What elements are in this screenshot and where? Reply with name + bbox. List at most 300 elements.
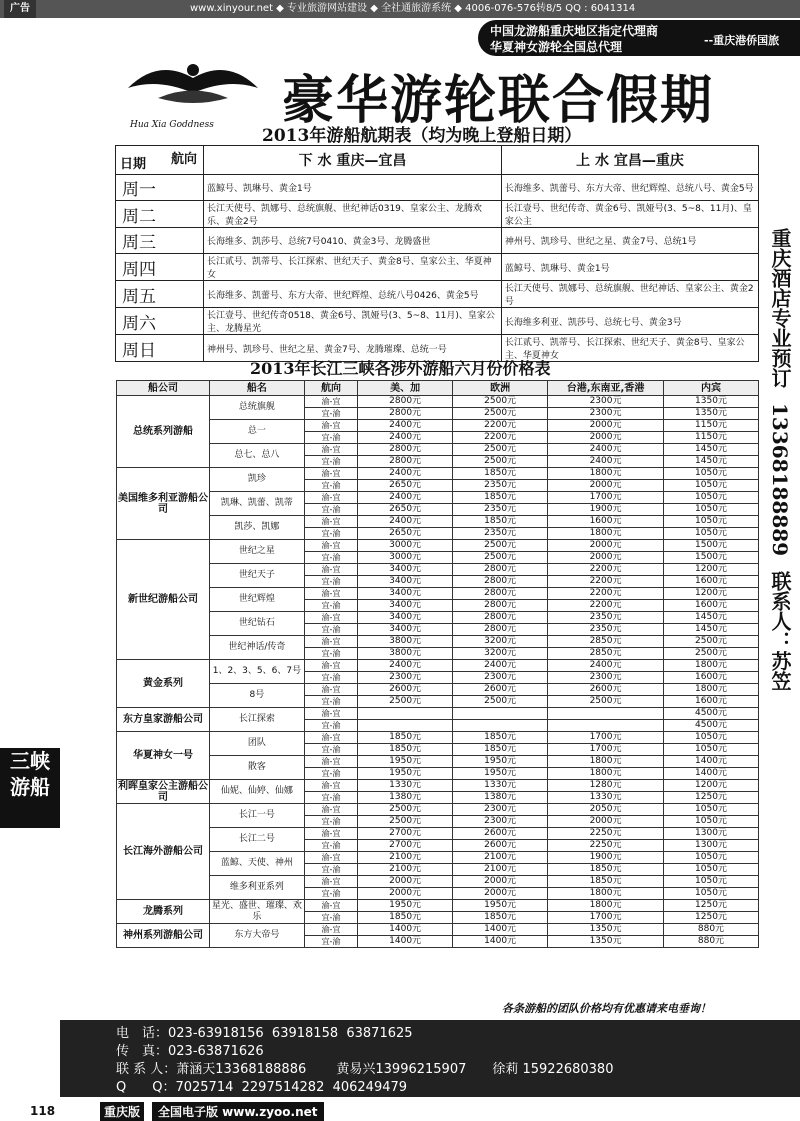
- price-cell: 2800元: [358, 444, 453, 456]
- direction: 渝-宜: [304, 900, 357, 912]
- page-number: 118: [30, 1104, 56, 1118]
- price-cell: 2500元: [663, 636, 758, 648]
- cruise-company: 黄金系列: [117, 660, 210, 708]
- price-cell: 2000元: [548, 552, 664, 564]
- price-cell: 1050元: [663, 504, 758, 516]
- price-row: [117, 804, 759, 816]
- side-hotel-line: 重庆酒店专业预订: [768, 228, 792, 388]
- price-cell: 1400元: [663, 768, 758, 780]
- ship-name: 8号: [209, 684, 304, 708]
- price-row: [117, 924, 759, 936]
- ship-name: 世纪之星: [209, 540, 304, 564]
- price-cell: 2650元: [358, 480, 453, 492]
- direction: 宜-渝: [304, 792, 357, 804]
- price-cell: 2800元: [453, 588, 548, 600]
- ship-name: 长江一号: [209, 804, 304, 828]
- schedule-upstream-ships: 神州号、凯珍号、世纪之星、黄金7号、总统1号: [501, 228, 758, 254]
- price-cell: 1850元: [453, 492, 548, 504]
- price-cell: 3000元: [358, 540, 453, 552]
- direction: 渝-宜: [304, 420, 357, 432]
- price-cell: 2600元: [548, 684, 664, 696]
- price-cell: 2350元: [453, 480, 548, 492]
- direction: 渝-宜: [304, 612, 357, 624]
- price-row: [117, 564, 759, 576]
- direction: 渝-宜: [304, 852, 357, 864]
- direction: 渝-宜: [304, 516, 357, 528]
- direction: 宜-渝: [304, 768, 357, 780]
- price-cell: [453, 720, 548, 732]
- corner-direction-label: 航向: [170, 152, 197, 167]
- price-cell: 2000元: [548, 480, 664, 492]
- price-cell: [548, 708, 664, 720]
- price-cell: 1400元: [663, 756, 758, 768]
- price-cell: 1450元: [663, 624, 758, 636]
- price-cell: 1850元: [358, 732, 453, 744]
- direction: 渝-宜: [304, 804, 357, 816]
- price-cell: 1380元: [453, 792, 548, 804]
- ad-label: 广告: [4, 0, 36, 18]
- price-cell: 1050元: [663, 804, 758, 816]
- price-cell: 2350元: [548, 612, 664, 624]
- schedule-upstream-ships: 长江贰号、凯蒂号、长江探索、世纪天子、黄金8号、皇家公主、华夏神女: [501, 335, 758, 362]
- price-cell: 3800元: [358, 648, 453, 660]
- price-cell: 4500元: [663, 720, 758, 732]
- price-cell: 2000元: [548, 816, 664, 828]
- price-cell: 2200元: [453, 420, 548, 432]
- price-cell: 2800元: [358, 396, 453, 408]
- price-cell: 2400元: [548, 444, 664, 456]
- price-cell: 1350元: [548, 936, 664, 948]
- logo-text: Hua Xia Goddness: [130, 120, 214, 130]
- direction: 宜-渝: [304, 840, 357, 852]
- price-cell: 1350元: [663, 396, 758, 408]
- ship-name: 星光、盛世、璀璨、欢乐: [209, 900, 304, 924]
- price-cell: 2250元: [548, 840, 664, 852]
- price-cell: 1450元: [663, 612, 758, 624]
- price-cell: 3400元: [358, 612, 453, 624]
- price-cell: 2300元: [548, 396, 664, 408]
- price-cell: 1500元: [663, 540, 758, 552]
- schedule-downstream-ships: 蓝鲸号、凯琳号、黄金1号: [204, 175, 502, 201]
- price-cell: 2200元: [548, 576, 664, 588]
- price-cell: [358, 708, 453, 720]
- direction: 渝-宜: [304, 636, 357, 648]
- price-cell: 1800元: [663, 684, 758, 696]
- direction: 宜-渝: [304, 696, 357, 708]
- price-cell: 1050元: [663, 480, 758, 492]
- top-ad-bar: [0, 0, 800, 18]
- price-cell: 1600元: [663, 672, 758, 684]
- price-cell: [453, 708, 548, 720]
- price-cell: 1450元: [663, 456, 758, 468]
- price-cell: 2800元: [358, 456, 453, 468]
- price-cell: 1400元: [453, 924, 548, 936]
- price-cell: 2500元: [358, 804, 453, 816]
- upstream-header: 上 水 宜昌—重庆: [501, 146, 758, 175]
- price-cell: 2000元: [358, 888, 453, 900]
- price-cell: 2500元: [453, 444, 548, 456]
- group-discount-note: 各条游船的团队价格均有优惠请来电垂询！: [502, 1002, 711, 1015]
- price-cell: 1950元: [453, 900, 548, 912]
- price-cell: 3400元: [358, 588, 453, 600]
- price-cell: 2000元: [548, 432, 664, 444]
- direction: 渝-宜: [304, 756, 357, 768]
- price-cell: 1050元: [663, 864, 758, 876]
- price-cell: 2600元: [358, 684, 453, 696]
- price-cell: 1600元: [663, 696, 758, 708]
- direction: 宜-渝: [304, 624, 357, 636]
- schedule-row: [116, 308, 759, 335]
- price-cell: 2850元: [548, 636, 664, 648]
- price-cell: 2300元: [453, 672, 548, 684]
- top-info-text: www.xinyour.net ◆ 专业旅游网站建设 ◆ 全社通旅游系统 ◆ 4006-076-576转8/5 QQ : 6041314: [190, 3, 636, 14]
- price-cell: 2200元: [453, 432, 548, 444]
- price-cell: 2200元: [548, 588, 664, 600]
- schedule-day: 周一: [116, 175, 204, 201]
- price-cell: 1950元: [453, 756, 548, 768]
- price-cell: 1850元: [453, 912, 548, 924]
- price-row: [117, 516, 759, 528]
- price-cell: 1800元: [548, 528, 664, 540]
- direction: 宜-渝: [304, 576, 357, 588]
- price-cell: 2400元: [548, 456, 664, 468]
- agent-line-1: 中国龙游船重庆地区指定代理商: [490, 24, 659, 38]
- direction: 宜-渝: [304, 648, 357, 660]
- price-row: [117, 708, 759, 720]
- ship-name: 维多利亚系列: [209, 876, 304, 900]
- schedule-day: 周五: [116, 281, 204, 308]
- price-cell: 1050元: [663, 468, 758, 480]
- price-table: [116, 380, 759, 948]
- price-cell: 2000元: [453, 876, 548, 888]
- contact-people: 联 系 人：萧涵天13368188886 黄易兴13996215907 徐莉 15922680380: [116, 1062, 614, 1077]
- ship-name: 世纪天子: [209, 564, 304, 588]
- cruise-company: 龙腾系列: [117, 900, 210, 924]
- direction: 渝-宜: [304, 564, 357, 576]
- website-link[interactable]: 全国电子版 www.zyoo.net: [152, 1102, 324, 1121]
- agent-line-2: 华夏神女游轮全国总代理: [490, 40, 623, 54]
- direction: 宜-渝: [304, 528, 357, 540]
- price-cell: [548, 720, 664, 732]
- ship-name: 总统旗舰: [209, 396, 304, 420]
- ship-name: 蓝鲸、天使、神州: [209, 852, 304, 876]
- price-cell: 1050元: [663, 888, 758, 900]
- direction: 渝-宜: [304, 876, 357, 888]
- schedule-row: [116, 228, 759, 254]
- direction: 宜-渝: [304, 936, 357, 948]
- price-cell: 2300元: [548, 408, 664, 420]
- schedule-upstream-ships: 蓝鲸号、凯琳号、黄金1号: [501, 254, 758, 281]
- price-cell: 3400元: [358, 576, 453, 588]
- direction: 渝-宜: [304, 588, 357, 600]
- schedule-day: 周四: [116, 254, 204, 281]
- agent-banner: [478, 20, 800, 56]
- price-cell: 2100元: [358, 852, 453, 864]
- ship-name: 长江探索: [209, 708, 304, 732]
- direction: 宜-渝: [304, 816, 357, 828]
- price-cell: 2050元: [548, 804, 664, 816]
- price-cell: 2350元: [453, 504, 548, 516]
- schedule-header-row: [116, 146, 759, 175]
- schedule-row: [116, 175, 759, 201]
- direction: 渝-宜: [304, 540, 357, 552]
- cruise-company: 总统系列游船: [117, 396, 210, 468]
- ship-name: 凯珍: [209, 468, 304, 492]
- schedule-row: [116, 254, 759, 281]
- price-cell: 2300元: [358, 672, 453, 684]
- schedule-upstream-ships: 长海维多、凯蕾号、东方大帝、世纪辉煌、总统八号、黄金5号: [501, 175, 758, 201]
- price-cell: 2700元: [358, 828, 453, 840]
- ship-name: 东方大帝号: [209, 924, 304, 948]
- price-cell: 2500元: [358, 696, 453, 708]
- cruise-company: 新世纪游船公司: [117, 540, 210, 660]
- price-cell: 2800元: [453, 624, 548, 636]
- direction: 渝-宜: [304, 396, 357, 408]
- price-column-header: 船公司: [117, 381, 210, 396]
- ship-name: 散客: [209, 756, 304, 780]
- direction: 宜-渝: [304, 552, 357, 564]
- price-cell: 2300元: [453, 804, 548, 816]
- price-cell: 2500元: [453, 552, 548, 564]
- direction: 宜-渝: [304, 432, 357, 444]
- price-cell: 1850元: [548, 864, 664, 876]
- price-cell: 2800元: [453, 612, 548, 624]
- price-cell: 1250元: [663, 912, 758, 924]
- schedule-downstream-ships: 长江壹号、世纪传奇0518、黄金6号、凯娅号(3、5~8、11月)、皇家公主、龙腾星光: [204, 308, 502, 335]
- price-cell: 1200元: [663, 588, 758, 600]
- direction: 宜-渝: [304, 912, 357, 924]
- price-cell: 1850元: [453, 468, 548, 480]
- schedule-table: [115, 145, 759, 362]
- schedule-downstream-ships: 长江天使号、凯娜号、总统旗舰、世纪神话0319、皇家公主、龙腾欢乐、黄金2号: [204, 201, 502, 228]
- ship-name: 凯琳、凯蕾、凯蒂: [209, 492, 304, 516]
- price-cell: 2000元: [548, 540, 664, 552]
- price-cell: 2500元: [453, 696, 548, 708]
- price-cell: 2350元: [453, 528, 548, 540]
- price-cell: 2400元: [358, 468, 453, 480]
- direction: 渝-宜: [304, 444, 357, 456]
- direction: 宜-渝: [304, 864, 357, 876]
- price-header-row: [117, 381, 759, 396]
- price-cell: 1300元: [663, 840, 758, 852]
- direction: 渝-宜: [304, 828, 357, 840]
- agent-line-3: --重庆港侨国旅: [704, 34, 780, 47]
- ship-name: 凯莎、凯娜: [209, 516, 304, 540]
- price-cell: 1500元: [663, 552, 758, 564]
- price-cell: 1850元: [548, 876, 664, 888]
- schedule-upstream-ships: 长海维多利亚、凯莎号、总统七号、黄金3号: [501, 308, 758, 335]
- direction: 渝-宜: [304, 660, 357, 672]
- schedule-downstream-ships: 神州号、凯珍号、世纪之星、黄金7号、龙腾璀璨、总统一号: [204, 335, 502, 362]
- price-cell: 3200元: [453, 648, 548, 660]
- direction: 宜-渝: [304, 480, 357, 492]
- price-cell: 2800元: [358, 408, 453, 420]
- direction: 渝-宜: [304, 684, 357, 696]
- side-hotel-ad: [762, 228, 792, 691]
- ship-name: 团队: [209, 732, 304, 756]
- price-cell: 1200元: [663, 780, 758, 792]
- price-cell: 4500元: [663, 708, 758, 720]
- price-row: [117, 684, 759, 696]
- price-cell: 2200元: [548, 564, 664, 576]
- contact-tel: 电 话：023-63918156 63918158 63871625: [116, 1026, 413, 1041]
- price-column-header: 美、加: [358, 381, 453, 396]
- price-cell: 2500元: [548, 696, 664, 708]
- price-cell: 2400元: [358, 420, 453, 432]
- price-cell: 1150元: [663, 420, 758, 432]
- price-row: [117, 756, 759, 768]
- price-cell: 1330元: [358, 780, 453, 792]
- price-cell: 3200元: [453, 636, 548, 648]
- price-cell: 1050元: [663, 732, 758, 744]
- price-cell: 1250元: [663, 900, 758, 912]
- price-cell: 2650元: [358, 528, 453, 540]
- schedule-downstream-ships: 长江贰号、凯蒂号、长江探索、世纪天子、黄金8号、皇家公主、华夏神女: [204, 254, 502, 281]
- price-row: [117, 444, 759, 456]
- price-cell: 1600元: [663, 576, 758, 588]
- price-row: [117, 732, 759, 744]
- cruise-company: 长江海外游船公司: [117, 804, 210, 900]
- page-title: 豪华游轮联合假期: [282, 71, 715, 131]
- price-cell: 2500元: [453, 456, 548, 468]
- side-contact: 联系人：苏笠: [768, 571, 792, 692]
- price-table-title: 2013年长江三峡各涉外游船六月份价格表: [250, 359, 551, 378]
- price-cell: 1800元: [548, 768, 664, 780]
- schedule-day: 周六: [116, 308, 204, 335]
- price-cell: 2400元: [358, 660, 453, 672]
- cruise-company: 美国维多利亚游船公司: [117, 468, 210, 540]
- price-cell: 1700元: [548, 744, 664, 756]
- price-cell: 2500元: [358, 816, 453, 828]
- left-section-band: [0, 748, 60, 828]
- direction: 宜-渝: [304, 672, 357, 684]
- price-cell: 1950元: [358, 900, 453, 912]
- downstream-header: 下 水 重庆—宜昌: [204, 146, 502, 175]
- price-cell: 2850元: [548, 648, 664, 660]
- price-cell: 1350元: [663, 408, 758, 420]
- schedule-downstream-ships: 长海维多、凯莎号、总统7号0410、黄金3号、龙腾盛世: [204, 228, 502, 254]
- price-cell: 1350元: [548, 924, 664, 936]
- price-cell: 1800元: [548, 468, 664, 480]
- price-row: [117, 780, 759, 792]
- price-cell: 2800元: [453, 576, 548, 588]
- price-cell: 1800元: [548, 756, 664, 768]
- direction: 宜-渝: [304, 456, 357, 468]
- price-cell: 2100元: [358, 864, 453, 876]
- price-cell: 1330元: [548, 792, 664, 804]
- price-cell: 2250元: [548, 828, 664, 840]
- price-cell: 1200元: [663, 564, 758, 576]
- price-cell: 880元: [663, 936, 758, 948]
- cruise-company: 东方皇家游船公司: [117, 708, 210, 732]
- direction: 宜-渝: [304, 504, 357, 516]
- price-cell: 1850元: [358, 912, 453, 924]
- cruise-company: 神州系列游船公司: [117, 924, 210, 948]
- ship-name: 总七、总八: [209, 444, 304, 468]
- price-cell: 1950元: [453, 768, 548, 780]
- ship-name: 1、2、3、5、6、7号: [209, 660, 304, 684]
- price-cell: 2350元: [548, 624, 664, 636]
- price-cell: 1330元: [453, 780, 548, 792]
- price-cell: 1400元: [358, 936, 453, 948]
- price-row: [117, 876, 759, 888]
- schedule-row: [116, 281, 759, 308]
- page-footer: [0, 1100, 800, 1121]
- price-cell: [358, 720, 453, 732]
- ship-name: 仙妮、仙婷、仙娜: [209, 780, 304, 804]
- direction: 渝-宜: [304, 468, 357, 480]
- price-cell: 2800元: [453, 600, 548, 612]
- left-band-line-1: 三峡: [10, 749, 50, 773]
- price-cell: 2200元: [548, 600, 664, 612]
- price-cell: 1050元: [663, 852, 758, 864]
- price-cell: 2300元: [453, 816, 548, 828]
- price-column-header: 欧洲: [453, 381, 548, 396]
- direction: 宜-渝: [304, 888, 357, 900]
- schedule-corner-cell: [116, 146, 204, 175]
- price-cell: 1380元: [358, 792, 453, 804]
- price-cell: 2400元: [358, 492, 453, 504]
- price-column-header: 航向: [304, 381, 357, 396]
- price-cell: 3800元: [358, 636, 453, 648]
- ship-name: 世纪钻石: [209, 612, 304, 636]
- price-cell: 2000元: [548, 420, 664, 432]
- ship-name: 长江二号: [209, 828, 304, 852]
- price-row: [117, 828, 759, 840]
- schedule-day: 周三: [116, 228, 204, 254]
- edition-label: 重庆版: [100, 1102, 144, 1121]
- price-cell: 1900元: [548, 504, 664, 516]
- contact-fax: 传 真：023-63871626: [116, 1044, 264, 1059]
- price-row: [117, 660, 759, 672]
- price-cell: 1050元: [663, 876, 758, 888]
- price-cell: 1250元: [663, 792, 758, 804]
- price-cell: 2500元: [453, 540, 548, 552]
- price-cell: 1850元: [453, 516, 548, 528]
- price-cell: 2600元: [453, 840, 548, 852]
- price-cell: 2000元: [453, 888, 548, 900]
- price-cell: 2400元: [358, 432, 453, 444]
- corner-date-label: 日期: [120, 157, 147, 172]
- direction: 渝-宜: [304, 780, 357, 792]
- price-cell: 3400元: [358, 624, 453, 636]
- price-cell: 1700元: [548, 492, 664, 504]
- left-band-line-2: 游船: [10, 775, 50, 799]
- price-cell: 1900元: [548, 852, 664, 864]
- price-cell: 1280元: [548, 780, 664, 792]
- price-cell: 1050元: [663, 744, 758, 756]
- schedule-title: 2013年游船航期表（均为晚上登船日期）: [262, 126, 582, 146]
- price-cell: 2100元: [453, 864, 548, 876]
- price-column-header: 船名: [209, 381, 304, 396]
- price-cell: 1800元: [548, 900, 664, 912]
- price-row: [117, 588, 759, 600]
- direction: 渝-宜: [304, 708, 357, 720]
- direction: 宜-渝: [304, 408, 357, 420]
- schedule-day: 周日: [116, 335, 204, 362]
- price-cell: 2500元: [663, 648, 758, 660]
- price-cell: 3400元: [358, 600, 453, 612]
- price-cell: 1050元: [663, 816, 758, 828]
- price-row: [117, 540, 759, 552]
- direction: 宜-渝: [304, 744, 357, 756]
- price-cell: 3000元: [358, 552, 453, 564]
- price-cell: 1800元: [663, 660, 758, 672]
- price-cell: 1450元: [663, 444, 758, 456]
- price-cell: 1400元: [453, 936, 548, 948]
- cruise-company: 华夏神女一号: [117, 732, 210, 780]
- price-cell: 2500元: [453, 396, 548, 408]
